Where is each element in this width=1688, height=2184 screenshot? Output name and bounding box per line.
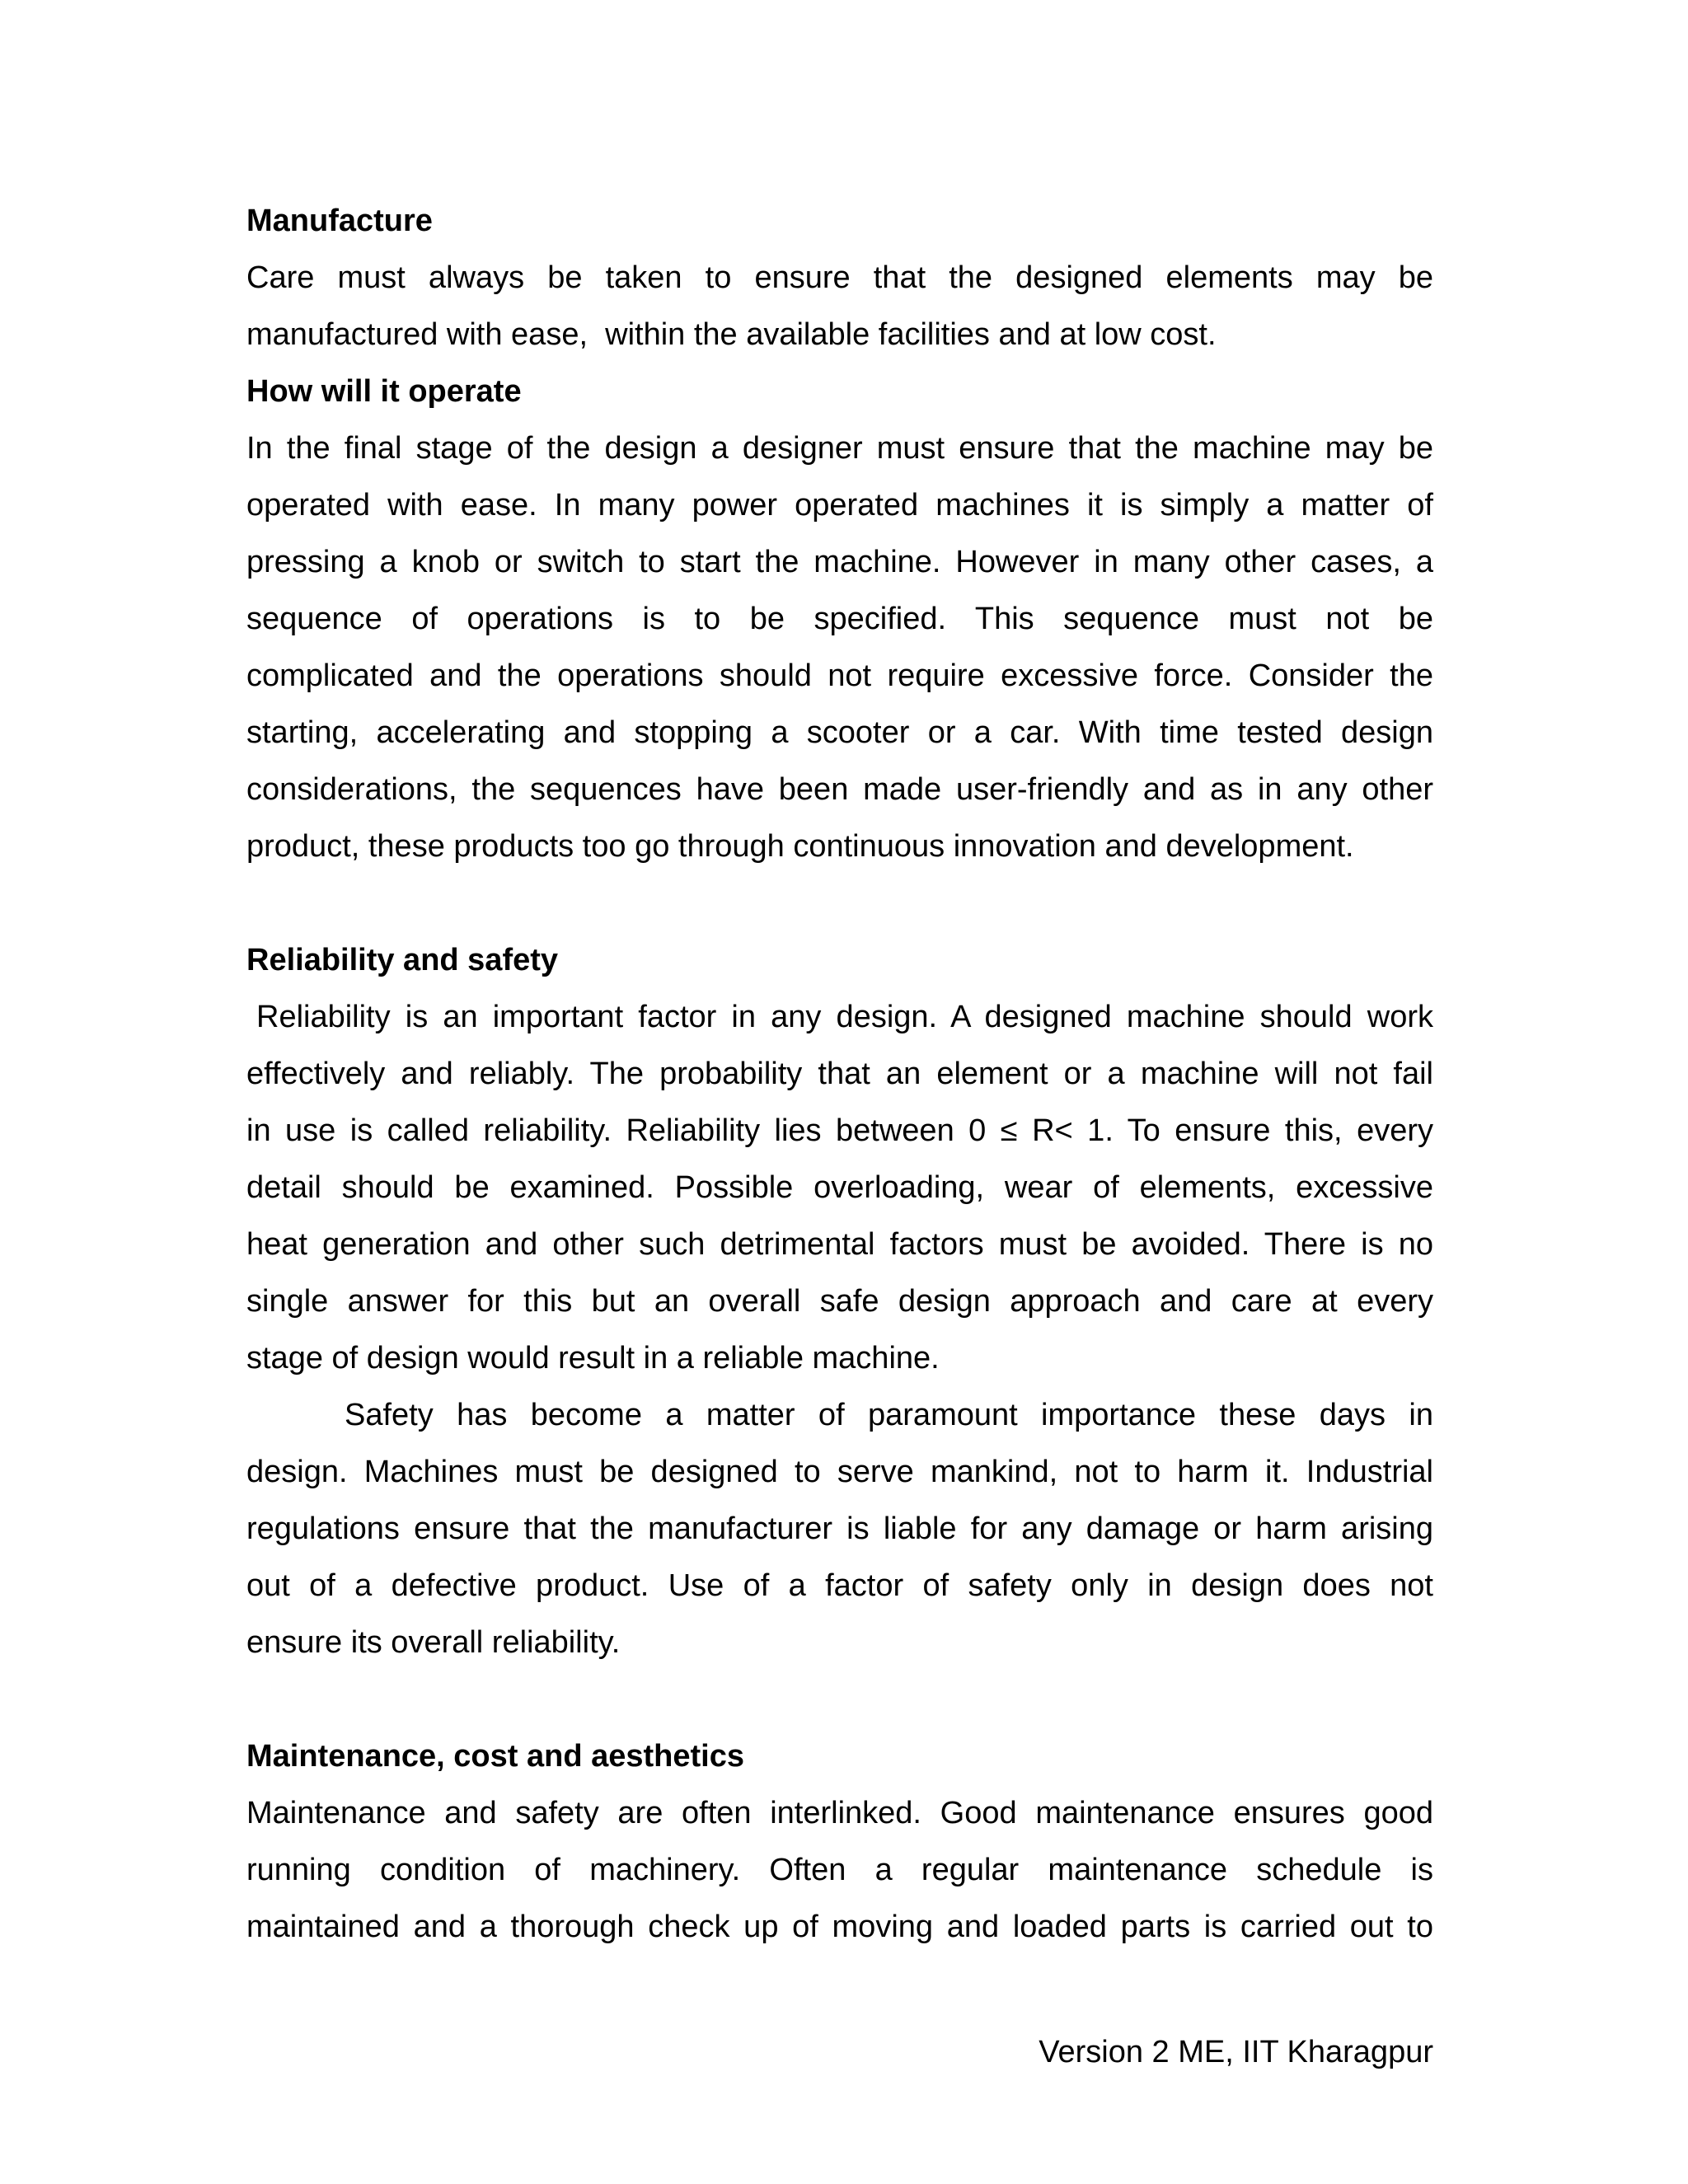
heading-how-will-it-operate: How will it operate (246, 374, 522, 409)
reliability-line-2: effectively and reliably. The probability that an element or a machine will not fail (246, 1057, 1433, 1091)
operate-line-7: considerations, the sequences have been made user-friendly and as in any other (246, 772, 1433, 807)
operate-line-1: In the final stage of the design a designer must ensure that the machine may be (246, 431, 1433, 466)
operate-line-8: product, these products too go through continuous innovation and development. (246, 829, 1354, 864)
manufacture-line-1: Care must always be taken to ensure that the designed elements may be (246, 260, 1433, 295)
operate-line-3: pressing a knob or switch to start the machine. However in many other cases, a (246, 545, 1433, 579)
reliability-line-6: single answer for this but an overall safe design approach and care at every (246, 1284, 1433, 1319)
paragraph-spacer (246, 875, 1433, 932)
operate-line-4: sequence of operations is to be specified. This sequence must not be (246, 602, 1433, 636)
reliability-line-7: stage of design would result in a reliable machine. (246, 1341, 940, 1376)
reliability-line-5: heat generation and other such detrimental factors must be avoided. There is no (246, 1227, 1433, 1262)
operate-line-5: complicated and the operations should not require excessive force. Consider the (246, 658, 1433, 693)
safety-line-1: Safety has become a matter of paramount importance these days in (345, 1398, 1433, 1432)
maintenance-line-3: maintained and a thorough check up of moving and loaded parts is carried out to (246, 1910, 1433, 1944)
reliability-line-4: detail should be examined. Possible overloading, wear of elements, excessive (246, 1170, 1433, 1205)
heading-maintenance-cost-aesthetics: Maintenance, cost and aesthetics (246, 1739, 744, 1774)
safety-line-5: ensure its overall reliability. (246, 1625, 621, 1660)
safety-line-4: out of a defective product. Use of a factor of safety only in design does not (246, 1568, 1433, 1603)
heading-reliability-and-safety: Reliability and safety (246, 943, 559, 977)
manufacture-line-2: manufactured with ease, within the available facilities and at low cost. (246, 317, 1217, 352)
page-footer: Version 2 ME, IIT Kharagpur (1039, 2035, 1433, 2069)
operate-line-6: starting, accelerating and stopping a scooter or a car. With time tested design (246, 715, 1433, 750)
document-page (246, 193, 1433, 1956)
heading-manufacture: Manufacture (246, 204, 433, 238)
reliability-line-3: in use is called reliability. Reliability lies between 0 ≤ R< 1. To ensure this, every (246, 1113, 1433, 1148)
safety-line-3: regulations ensure that the manufacturer is liable for any damage or harm arising (246, 1511, 1433, 1546)
reliability-line-1: Reliability is an important factor in any design. A designed machine should work (256, 1000, 1433, 1034)
maintenance-line-2: running condition of machinery. Often a regular maintenance schedule is (246, 1853, 1433, 1887)
safety-line-2: design. Machines must be designed to serve mankind, not to harm it. Industrial (246, 1455, 1433, 1489)
maintenance-line-1: Maintenance and safety are often interlinked. Good maintenance ensures good (246, 1796, 1433, 1830)
operate-line-2: operated with ease. In many power operated machines it is simply a matter of (246, 488, 1433, 523)
paragraph-spacer (246, 1671, 1433, 1728)
